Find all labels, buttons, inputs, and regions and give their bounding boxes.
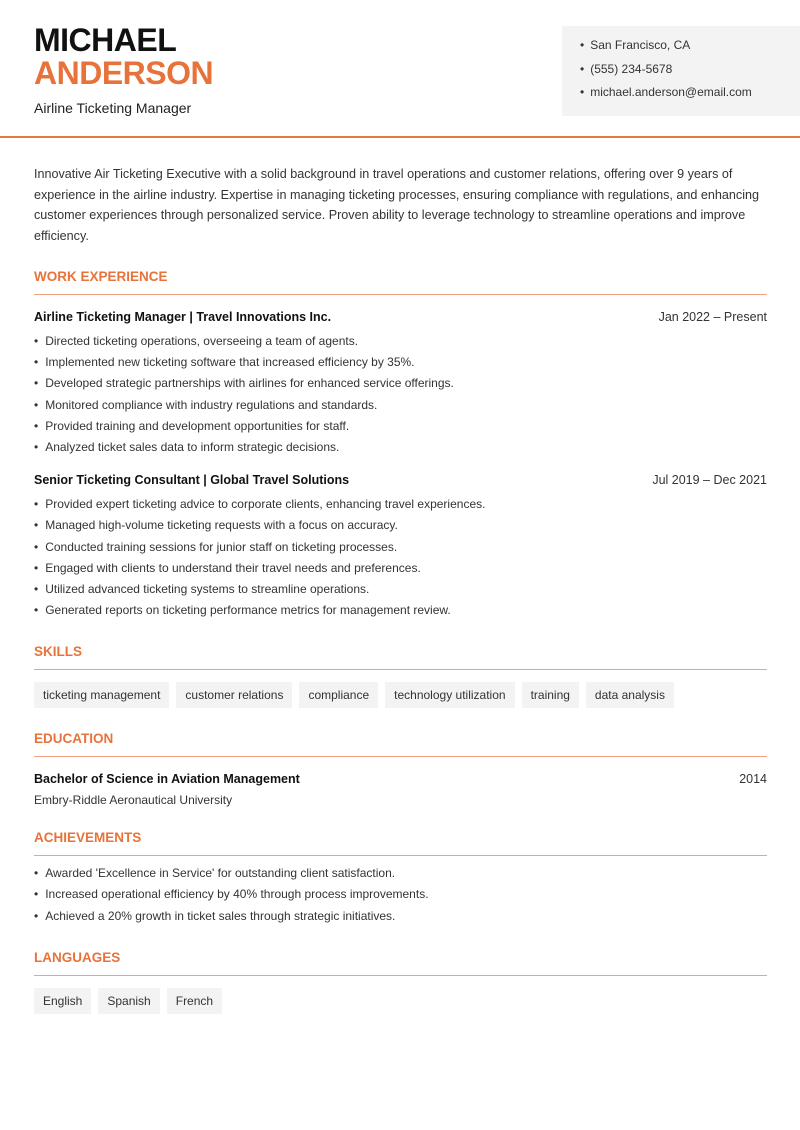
resume-header	[0, 0, 800, 138]
job-dates: Jan 2022 – Present	[658, 310, 767, 324]
list-item: • Managed high-volume ticketing requests with a focus on accuracy.	[34, 515, 767, 536]
list-item: • Analyzed ticket sales data to inform strategic decisions.	[34, 437, 767, 458]
contact-location: • San Francisco, CA	[580, 38, 800, 62]
contact-email[interactable]: • michael.anderson@email.com	[580, 85, 800, 109]
skill-chip: compliance	[299, 682, 378, 708]
list-item: • Implemented new ticketing software that increased efficiency by 35%.	[34, 352, 767, 373]
section-education: EDUCATION	[34, 731, 767, 757]
language-chip: French	[167, 988, 222, 1014]
list-item: • Developed strategic partnerships with airlines for enhanced service offerings.	[34, 373, 767, 394]
skill-chip: technology utilization	[385, 682, 514, 708]
list-item: • Provided expert ticketing advice to corporate clients, enhancing travel experiences.	[34, 494, 767, 515]
job-dates: Jul 2019 – Dec 2021	[652, 473, 767, 488]
job-header	[34, 310, 767, 324]
list-item: • Directed ticketing operations, overseeing a team of agents.	[34, 331, 767, 352]
section-achievements: ACHIEVEMENTS	[34, 830, 767, 856]
list-item: • Provided training and development opportunities for staff.	[34, 416, 767, 437]
list-item: • Utilized advanced ticketing systems to streamline operations.	[34, 579, 767, 600]
contact-box	[562, 26, 800, 116]
list-item: • Generated reports on ticketing performance metrics for management review.	[34, 600, 767, 621]
list-item: • Monitored compliance with industry regulations and standards.	[34, 395, 767, 416]
graduation-year: 2014	[739, 772, 767, 787]
job-title: Airline Ticketing Manager	[34, 100, 192, 116]
job-bullets	[34, 494, 767, 621]
job-role: Senior Ticketing Consultant | Global Travel Solutions	[34, 473, 350, 488]
degree: Bachelor of Science in Aviation Management	[34, 772, 300, 787]
languages-list	[34, 988, 767, 1014]
job-role: Airline Ticketing Manager | Travel Innovations Inc.	[34, 310, 332, 324]
job-header	[34, 473, 767, 487]
language-chip: English	[34, 988, 91, 1014]
skill-chip: data analysis	[586, 682, 674, 708]
list-item: • Achieved a 20% growth in ticket sales through strategic initiatives.	[34, 906, 767, 927]
section-skills: SKILLS	[34, 644, 767, 670]
section-languages: LANGUAGES	[34, 950, 767, 976]
list-item: • Increased operational efficiency by 40% through process improvements.	[34, 884, 767, 905]
first-name: MICHAEL	[34, 22, 177, 58]
list-item: • Conducted training sessions for junior staff on ticketing processes.	[34, 537, 767, 558]
job-bullets	[34, 331, 767, 458]
skill-chip: customer relations	[176, 682, 292, 708]
achievements-list	[34, 863, 767, 927]
skill-chip: ticketing management	[34, 682, 169, 708]
summary: Innovative Air Ticketing Executive with a solid background in travel operations and customer relations, offering over 9 years of experience in the airline industry. Expertise in managing ticketing processes, ensuring compliance with regulations, and enhancing customer experiences through personalized service. Proven ability to leverage technology to streamline operations and improve efficiency.	[34, 167, 760, 243]
section-work-experience: WORK EXPERIENCE	[34, 269, 767, 295]
education-entry	[34, 772, 767, 786]
skills-list	[34, 682, 767, 708]
last-name: ANDERSON	[34, 55, 214, 91]
list-item: • Awarded 'Excellence in Service' for outstanding client satisfaction.	[34, 863, 767, 884]
skill-chip: training	[522, 682, 579, 708]
list-item: • Engaged with clients to understand their travel needs and preferences.	[34, 558, 767, 579]
contact-phone: • (555) 234-5678	[580, 62, 800, 86]
language-chip: Spanish	[98, 988, 159, 1014]
school: Embry-Riddle Aeronautical University	[34, 793, 233, 808]
